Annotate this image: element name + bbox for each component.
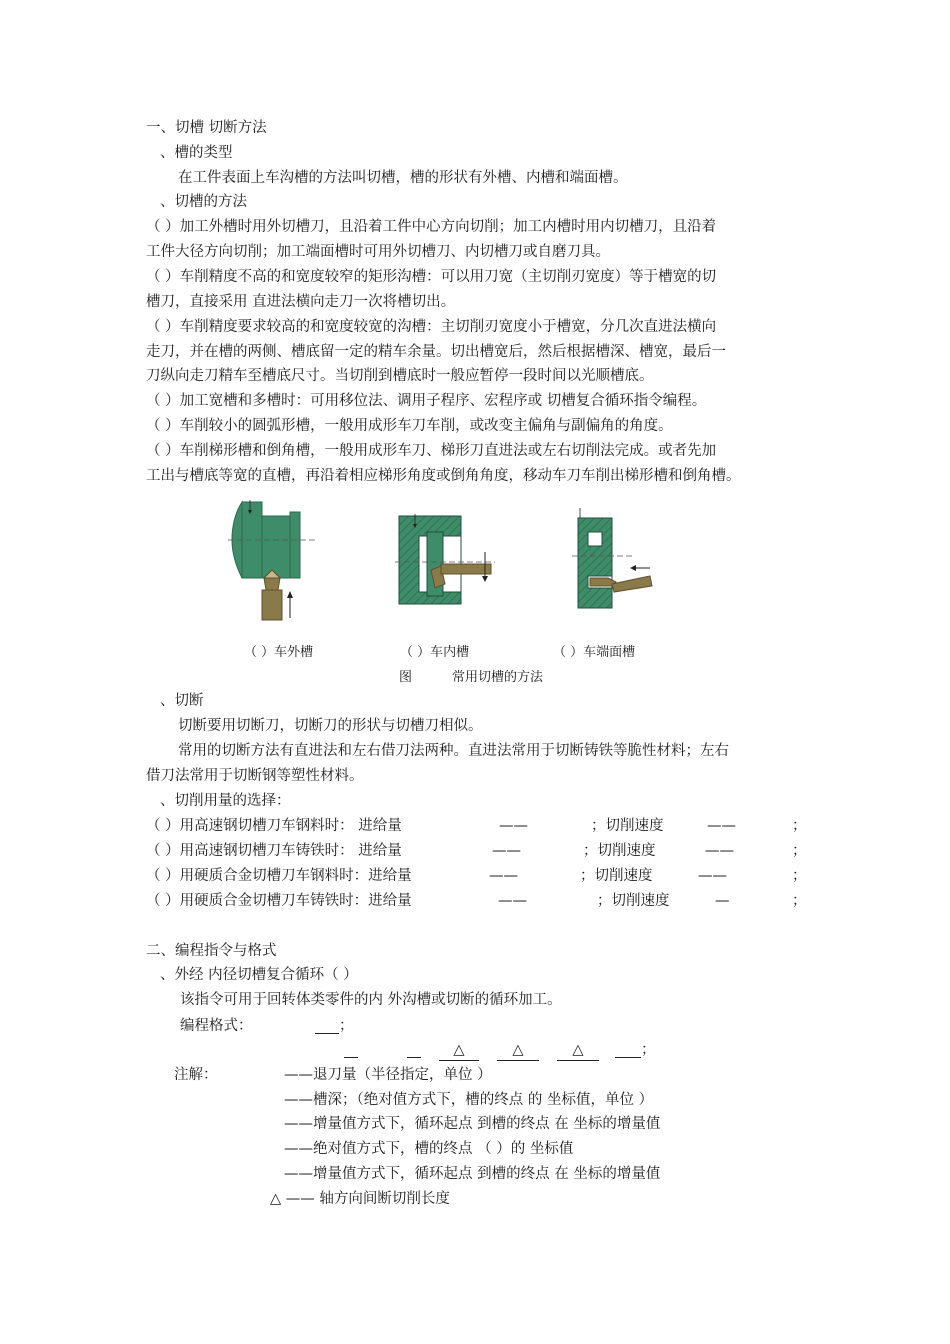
param-row (146, 816, 810, 836)
heading-groove-cycle: 、外经 内径切槽复合循环（ ） (160, 967, 358, 983)
para-cutoff-2b: 借刀法常用于切断钢等塑性材料。 (146, 768, 364, 784)
param-dash: —— (499, 818, 528, 834)
note-interval: △ —— 轴方向间断切削长度 (270, 1191, 450, 1207)
format-blank (315, 1019, 339, 1034)
caption-inner-groove: （ ）车内槽 (400, 645, 470, 660)
param-dash: —— (705, 843, 734, 859)
param-label: （ ）用高速钢切槽刀车钢料时： 进给量 (146, 818, 402, 834)
inner-groove-diagram (395, 512, 505, 612)
note-depth: ——槽深；（绝对值方式下，槽的终点 的 坐标值，单位 ） (284, 1092, 654, 1108)
format-delta-blank: △ (557, 1040, 599, 1061)
note-incr-1: ——增量值方式下，循环起点 到槽的终点 在 坐标的增量值 (284, 1116, 661, 1132)
param-end: ； (792, 893, 807, 909)
method3-line1: （ ）车削精度要求较高的和宽度较宽的沟槽：主切削刃宽度小于槽宽，分几次直进法横向 (146, 319, 717, 335)
param-dash: — (715, 893, 730, 909)
format-blank (615, 1043, 641, 1058)
figure-label: 图 (399, 670, 413, 685)
param-speed-label: ；切削速度 (591, 818, 664, 834)
param-speed-label: ；切削速度 (580, 868, 653, 884)
param-label: （ ）用硬质合金切槽刀车铸铁时：进给量 (146, 893, 412, 909)
param-dash: —— (492, 843, 521, 859)
caption-outer-groove: （ ）车外槽 (244, 645, 314, 660)
heading-groove-methods: 、切槽的方法 (160, 194, 247, 210)
format-delta-blank: △ (439, 1040, 479, 1061)
notes-label: 注解： (174, 1067, 218, 1083)
method2-line2: 槽刀，直接采用 直进法横向走刀一次将槽切出。 (146, 294, 456, 310)
param-row (146, 891, 810, 911)
heading-groove-types: 、槽的类型 (160, 145, 233, 161)
param-speed-label: ；切削速度 (597, 893, 670, 909)
param-end: ； (792, 818, 807, 834)
param-end: ； (792, 868, 807, 884)
method1-line1: （ ）加工外槽时用外切槽刀，且沿着工件中心方向切削；加工内槽时用内切槽刀，且沿着 (146, 219, 717, 235)
note-incr-2: ——增量值方式下，循环起点 到槽的终点 在 坐标的增量值 (284, 1166, 661, 1182)
param-row (146, 866, 810, 886)
param-speed-label: ；切削速度 (583, 843, 656, 859)
param-dash: —— (707, 818, 736, 834)
method1-line2: 工件大径方向切削；加工端面槽时可用外切槽刀、内切槽刀或自磨刀具。 (146, 244, 610, 260)
format-semicolon: ； (641, 1042, 656, 1058)
format-blank (344, 1043, 358, 1058)
param-dash: —— (489, 868, 518, 884)
method2-line1: （ ）车削精度不高的和宽度较窄的矩形沟槽：可以用刀宽（主切削刃宽度）等于槽宽的切 (146, 269, 717, 285)
method3-line3: 刀纵向走刀精车至槽底尺寸。当切削到槽底时一般应暂停一段时间以光顺槽底。 (146, 368, 654, 384)
format-blank (407, 1043, 421, 1058)
para-cutoff-2a: 常用的切断方法有直进法和左右借刀法两种。直进法常用于切断铸铁等脆性材料；左右 (178, 743, 729, 759)
param-end: ； (792, 843, 807, 859)
section2-title: 二、编程指令与格式 (146, 943, 277, 959)
param-label: （ ）用高速钢切槽刀车铸铁时： 进给量 (146, 843, 402, 859)
format-semicolon: ； (339, 1018, 354, 1034)
param-dash: —— (498, 893, 527, 909)
face-groove-diagram (572, 506, 662, 616)
heading-cutting-params: 、切削用量的选择： (160, 793, 291, 809)
method3-line2: 走刀，并在槽的两侧、槽底留一定的精车余量。切出槽宽后，然后根据槽深、槽宽，最后一 (146, 344, 726, 360)
format-delta-blank: △ (497, 1040, 539, 1061)
caption-face-groove: （ ）车端面槽 (553, 645, 636, 660)
method4: （ ）加工宽槽和多槽时：可用移位法、调用子程序、宏程序或 切槽复合循环指令编程。 (146, 393, 707, 409)
figure-title: 常用切槽的方法 (452, 670, 544, 685)
para-groove-cycle: 该指令可用于回转体类零件的内 外沟槽或切断的循环加工。 (180, 992, 562, 1008)
note-retract: ——退刀量（半径指定，单位 ） (284, 1067, 492, 1083)
para-cutoff-1: 切断要用切断刀，切断刀的形状与切槽刀相似。 (178, 718, 483, 734)
param-label: （ ）用硬质合金切槽刀车钢料时：进给量 (146, 868, 412, 884)
format-label: 编程格式： (180, 1018, 253, 1034)
method6-line2: 工出与槽底等宽的直槽，再沿着相应梯形角度或倒角角度，移动车刀车削出梯形槽和倒角槽。 (146, 468, 741, 484)
param-row (146, 841, 810, 861)
param-dash: —— (698, 868, 727, 884)
method5: （ ）车削较小的圆弧形槽，一般用成形车刀车削，或改变主偏角与副偏角的角度。 (146, 418, 673, 434)
note-abs: ——绝对值方式下，槽的终点 （ ）的 坐标值 (284, 1141, 574, 1157)
para-groove-types: 在工件表面上车沟槽的方法叫切槽，槽的形状有外槽、内槽和端面槽。 (178, 170, 628, 186)
section1-title: 一、切槽 切断方法 (146, 120, 267, 136)
method6-line1: （ ）车削梯形槽和倒角槽，一般用成形车刀、梯形刀直进法或左右切削法完成。或者先加 (146, 443, 717, 459)
heading-cutoff: 、切断 (160, 693, 204, 709)
outer-groove-diagram (228, 498, 328, 628)
